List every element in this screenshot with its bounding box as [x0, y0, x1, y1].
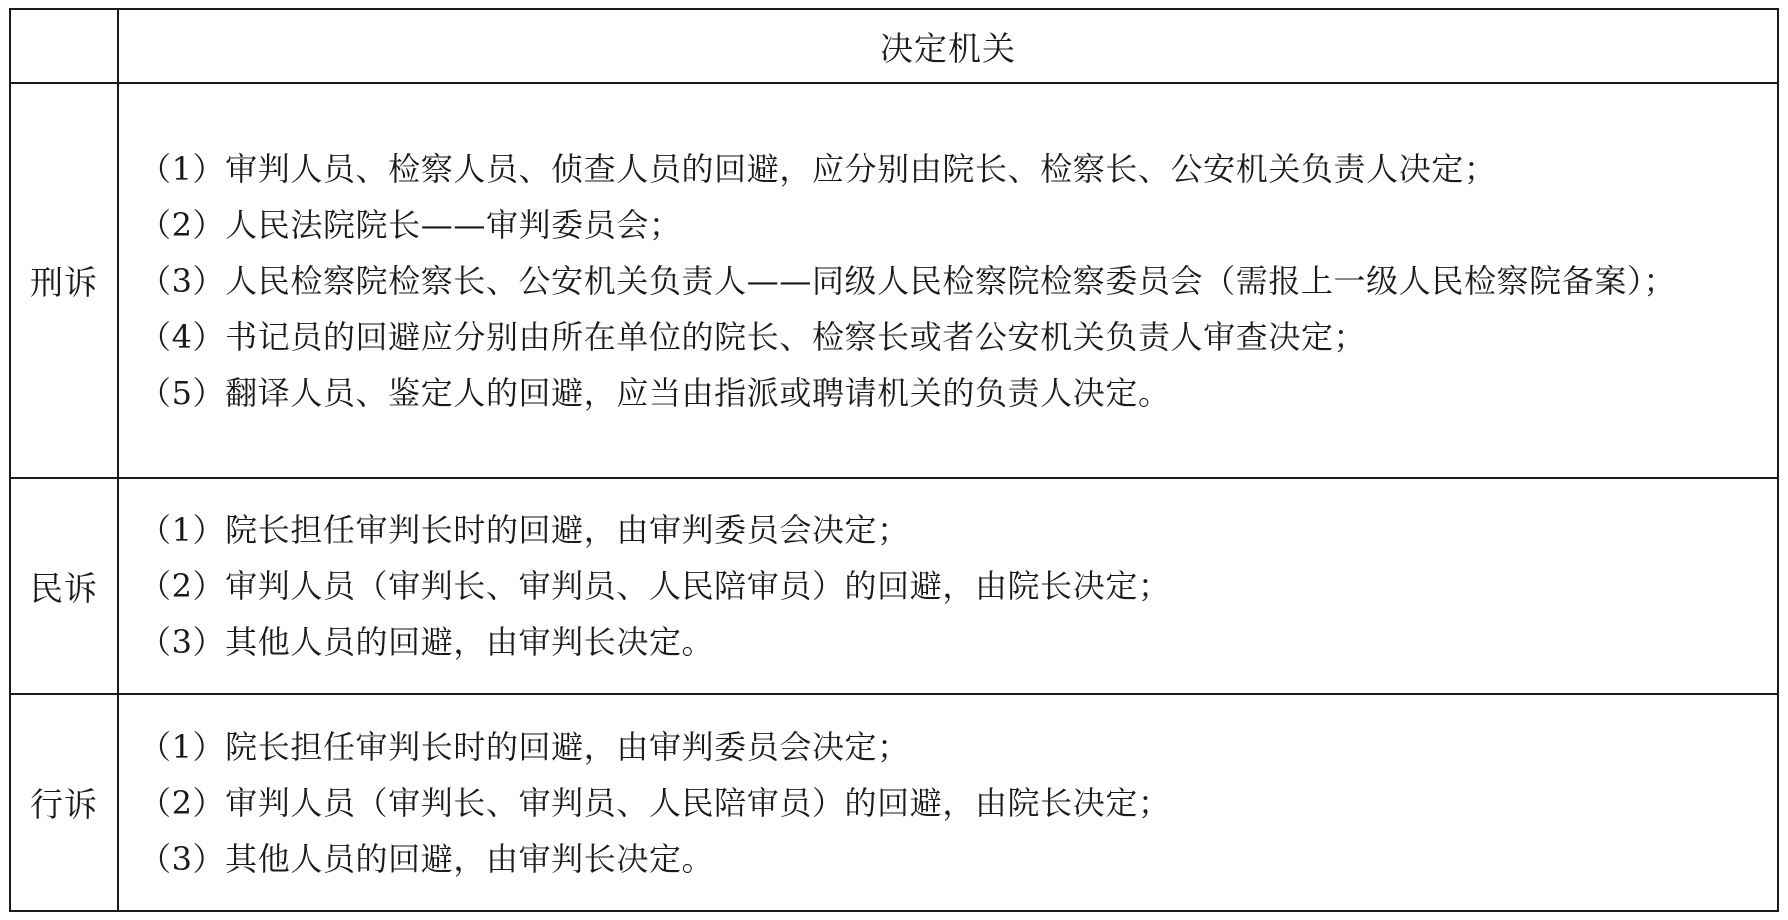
list-item: （3）人民检察院检察长、公安机关负责人——同级人民检察院检察委员会（需报上一级人民检察院备案）； [139, 261, 1677, 300]
list-item: （3）其他人员的回避，由审判长决定。 [139, 623, 715, 662]
row-content-administrative [118, 694, 1778, 911]
row-label-administrative: 行诉 [10, 694, 118, 911]
list-item: （1）院长担任审判长时的回避，由审判委员会决定； [139, 727, 910, 766]
list-item: （2）人民法院院长——审判委员会； [139, 205, 682, 244]
row-content-civil [118, 478, 1778, 694]
recusal-authority-table [9, 8, 1779, 912]
list-item: （4）书记员的回避应分别由所在单位的院长、检察长或者公安机关负责人审查决定； [139, 317, 1367, 356]
table-row [10, 83, 1778, 478]
list-item: （2）审判人员（审判长、审判员、人民陪审员）的回避，由院长决定； [139, 567, 1171, 606]
table-header-row [10, 9, 1778, 83]
row-content-criminal [118, 83, 1778, 478]
table-row [10, 694, 1778, 911]
list-item: （1）院长担任审判长时的回避，由审判委员会决定； [139, 511, 910, 550]
row-label-criminal: 刑诉 [10, 83, 118, 478]
list-item: （5）翻译人员、鉴定人的回避，应当由指派或聘请机关的负责人决定。 [139, 373, 1171, 412]
header-corner-cell [10, 9, 118, 83]
row-label-civil: 民诉 [10, 478, 118, 694]
list-item: （1）审判人员、检察人员、侦查人员的回避，应分别由院长、检察长、公安机关负责人决定； [139, 149, 1497, 188]
list-item: （3）其他人员的回避，由审判长决定。 [139, 839, 715, 878]
table-row [10, 478, 1778, 694]
header-title-cell: 决定机关 [118, 9, 1778, 83]
list-item: （2）审判人员（审判长、审判员、人民陪审员）的回避，由院长决定； [139, 783, 1171, 822]
